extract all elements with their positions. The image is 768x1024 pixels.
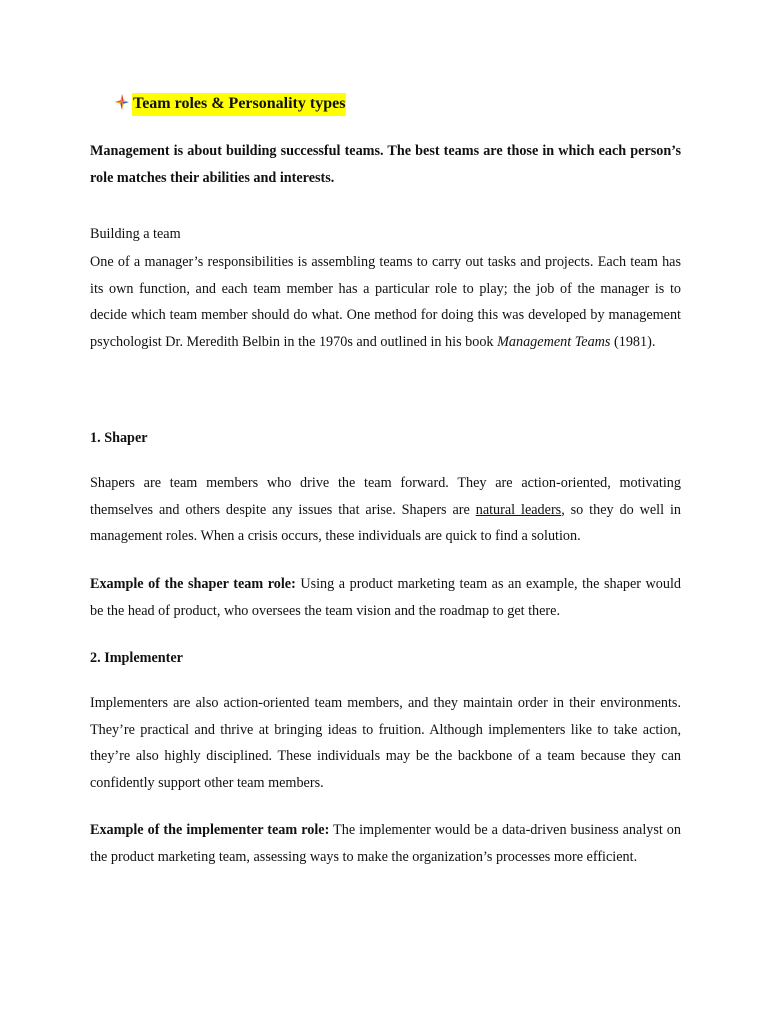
intro-text: One of a manager’s responsibilities is assembling teams to carry out tasks and projects. Each team has its own function, and each team member has a particular role to play; the job of the manager is to decide which team member should do what. One method for doing this was developed by management psychologist Dr. Meredith Belbin in the 1970s and outlined in his book xyxy=(90,254,681,351)
shaper-text-end: , so they do well in management roles. When a crisis occurs, these individuals are quick to find a solution. xyxy=(90,501,681,545)
shaper-paragraph xyxy=(90,470,681,550)
book-title: Management Teams xyxy=(497,334,611,351)
lead-paragraph: Management is about building successful teams. The best teams are those in which each person’s role matches their abilities and interests. xyxy=(90,143,681,186)
implementer-paragraph: Implementers are also action-oriented team members, and they maintain order in their environments. They’re practical and thrive at bringing ideas to fruition. Although implementers like to take action, they’re also highly disciplined. These individuals may be the backbone of a team because they can confidently support other team members. xyxy=(90,695,681,792)
implementer-example-label: Example of the implementer team role: xyxy=(90,822,330,838)
document-title: Team roles & Personality types xyxy=(132,93,346,116)
implementer-example-text: The implementer would be a data-driven business analyst on the product marketing team, assessing ways to make the organization’s processes more efficient. xyxy=(90,822,681,865)
section-heading-shaper: 1. Shaper xyxy=(90,430,148,446)
subheading-building-a-team: Building a team xyxy=(90,226,181,242)
natural-leaders-link[interactable]: natural leaders xyxy=(475,501,562,518)
title-row xyxy=(114,92,346,116)
shaper-example-text: Using a product marketing team as an example, the shaper would be the head of product, who oversees the team vision and the roadmap to get there. xyxy=(90,576,682,619)
intro-text-end: (1981). xyxy=(610,334,656,351)
intro-paragraph xyxy=(90,249,681,356)
shaper-example-label: Example of the shaper team role: xyxy=(90,576,296,592)
shaper-text: Shapers are team members who drive the team forward. They are action-oriented, motivating themselves and others despite any issues that arise. Shapers are xyxy=(90,475,681,518)
implementer-example-paragraph xyxy=(90,817,681,870)
section-heading-implementer: 2. Implementer xyxy=(90,650,183,666)
shaper-example-paragraph xyxy=(90,571,681,624)
four-point-star-bullet-icon xyxy=(114,93,130,111)
